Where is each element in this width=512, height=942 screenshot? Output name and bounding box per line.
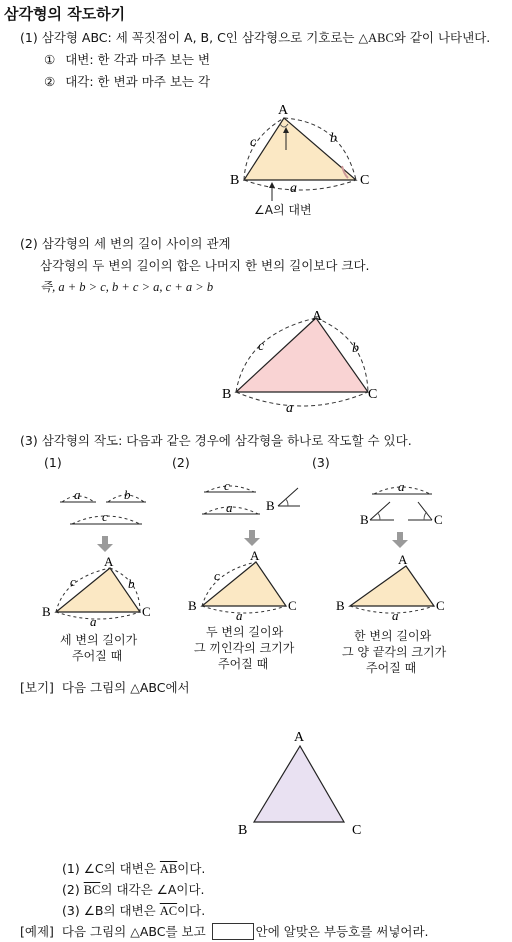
case-1-caption-1: 세 변의 길이가 (60, 633, 138, 647)
triangle-symbol: △ABC (358, 31, 394, 45)
vertex-a-label: A (104, 554, 114, 569)
example-tag: [보기] (20, 680, 54, 695)
vertex-c-label: C (360, 173, 370, 188)
given-label-c: c (224, 478, 230, 493)
angle-arc (285, 499, 288, 506)
triangle-shape (254, 746, 344, 822)
case-1-caption-2: 주어질 때 (72, 649, 123, 663)
item-number: (2) (62, 882, 80, 897)
vertex-c-label: C (288, 598, 297, 613)
arrow-up-icon (269, 182, 275, 188)
down-arrow-head (97, 544, 113, 552)
vertex-b-label: B (42, 604, 51, 619)
side-c-label: c (70, 574, 76, 589)
given-label-a: a (398, 479, 405, 494)
segment-bc: $\overline{BC}$ (83, 883, 101, 897)
vertex-c-label: C (142, 604, 151, 619)
vertex-a-label: A (312, 309, 323, 324)
figure-triangle-inequality (222, 309, 377, 416)
exercise-text: 다음 그림의 △ABC를 보고 (61, 924, 206, 939)
section-1-text-end: 와 같이 나타낸다. (393, 30, 491, 45)
down-arrow-icon (397, 532, 403, 540)
given-vertex-b: B (360, 512, 369, 527)
case-2-figure (188, 478, 300, 623)
down-arrow-icon (249, 530, 255, 538)
figure-triangle-abc (230, 103, 369, 201)
case-1-figure (42, 487, 151, 629)
exercise-tag: [예제] (20, 924, 54, 939)
given-vertex-b: B (266, 498, 275, 513)
given-label-a: a (74, 487, 81, 502)
list-marker: ② (44, 74, 56, 89)
triangle-shape (350, 566, 434, 606)
side-a-label: a (290, 181, 297, 196)
example-text: 다음 그림의 △ABC에서 (61, 680, 190, 695)
arc-side-a (56, 612, 140, 619)
item-text-end: 의 대각은 ∠A이다. (100, 882, 205, 897)
side-b-label: b (352, 341, 359, 356)
angle-arc (377, 513, 380, 520)
list-text: 대변: 한 각과 마주 보는 변 (65, 52, 211, 67)
section-3-text: 삼각형의 작도: 다음과 같은 경우에 삼각형을 하나로 작도할 수 있다. (41, 433, 412, 448)
side-a-label: a (286, 401, 293, 416)
angle-a-note: ∠A의 대변 (254, 203, 312, 217)
case-1-number: (1) (44, 455, 62, 470)
case-2-caption-3: 주어질 때 (218, 657, 269, 671)
down-arrow-head (392, 540, 408, 548)
case-2-caption-2: 그 끼인각의 크기가 (194, 641, 295, 655)
case-3-caption-3: 주어질 때 (366, 661, 417, 675)
side-c-label: c (250, 135, 257, 150)
side-b-label: b (128, 576, 135, 591)
arc-side-a (236, 392, 368, 406)
item-number: (1) (62, 861, 80, 876)
section-number: (2) (20, 236, 38, 251)
case-3-figure (336, 479, 445, 623)
vertex-b-label: B (222, 387, 232, 402)
item-text: ∠C의 대변은 (83, 861, 160, 876)
case-3-caption-1: 한 변의 길이와 (354, 629, 432, 643)
list-marker: ① (44, 52, 56, 67)
vertex-a-label: A (294, 730, 305, 745)
given-arc (206, 486, 254, 492)
vertex-a-label: A (250, 548, 260, 563)
side-c-label: c (258, 339, 265, 354)
side-a-label: a (392, 608, 399, 623)
case-3-number: (3) (312, 455, 330, 470)
given-label-b: b (124, 487, 131, 502)
section-number: (1) (20, 30, 38, 45)
section-number: (3) (20, 433, 38, 448)
list-text: 대각: 한 변과 마주 보는 각 (65, 74, 211, 89)
segment-ab: $\overline{AB}$ (159, 862, 178, 876)
down-arrow-icon (102, 536, 108, 544)
triangle-shape (236, 318, 368, 392)
item-text-end: 이다. (177, 861, 206, 876)
side-a-label: a (236, 608, 243, 623)
case-3-caption-2: 그 양 끝각의 크기가 (342, 645, 447, 659)
vertex-c-label: C (436, 598, 445, 613)
arc-side-a (202, 606, 286, 613)
inequality-line: 즉, a + b > c, b + c > a, c + a > b (40, 280, 214, 294)
example-figure (238, 730, 361, 838)
item-text-end: 이다. (177, 903, 206, 918)
vertex-c-label: C (368, 387, 378, 402)
section-2-text: 삼각형의 세 변의 길이 사이의 관계 (41, 236, 231, 251)
page-title: 삼각형의 작도하기 (4, 5, 126, 23)
vertex-a-label: A (278, 103, 289, 118)
section-2-line: 삼각형의 두 변의 길이의 합은 나머지 한 변의 길이보다 크다. (40, 258, 370, 273)
given-label-c: c (102, 509, 108, 524)
section-1-text: 삼각형 ABC: 세 꼭짓점이 A, B, C인 삼각형으로 기호로는 (41, 30, 359, 45)
given-label-a: a (226, 500, 233, 515)
vertex-b-label: B (336, 598, 345, 613)
side-c-label: c (214, 568, 220, 583)
angle-ray (418, 502, 432, 520)
down-arrow-head (244, 538, 260, 546)
vertex-b-label: B (230, 173, 240, 188)
vertex-c-label: C (352, 823, 362, 838)
side-a-label: a (90, 614, 97, 629)
vertex-b-label: B (188, 598, 197, 613)
arc-side-a (244, 180, 356, 190)
given-vertex-c: C (434, 512, 443, 527)
vertex-a-label: A (398, 552, 408, 567)
triangle-shape (244, 118, 356, 180)
vertex-b-label: B (238, 823, 248, 838)
segment-ac: $\overline{AC}$ (159, 904, 178, 918)
case-2-number: (2) (172, 455, 190, 470)
side-b-label: b (330, 131, 337, 146)
item-text: ∠B의 대변은 (83, 903, 160, 918)
case-2-caption-1: 두 변의 길이와 (206, 625, 284, 639)
item-number: (3) (62, 903, 80, 918)
exercise-text-end: 안에 알맞은 부등호를 써넣어라. (255, 924, 429, 939)
